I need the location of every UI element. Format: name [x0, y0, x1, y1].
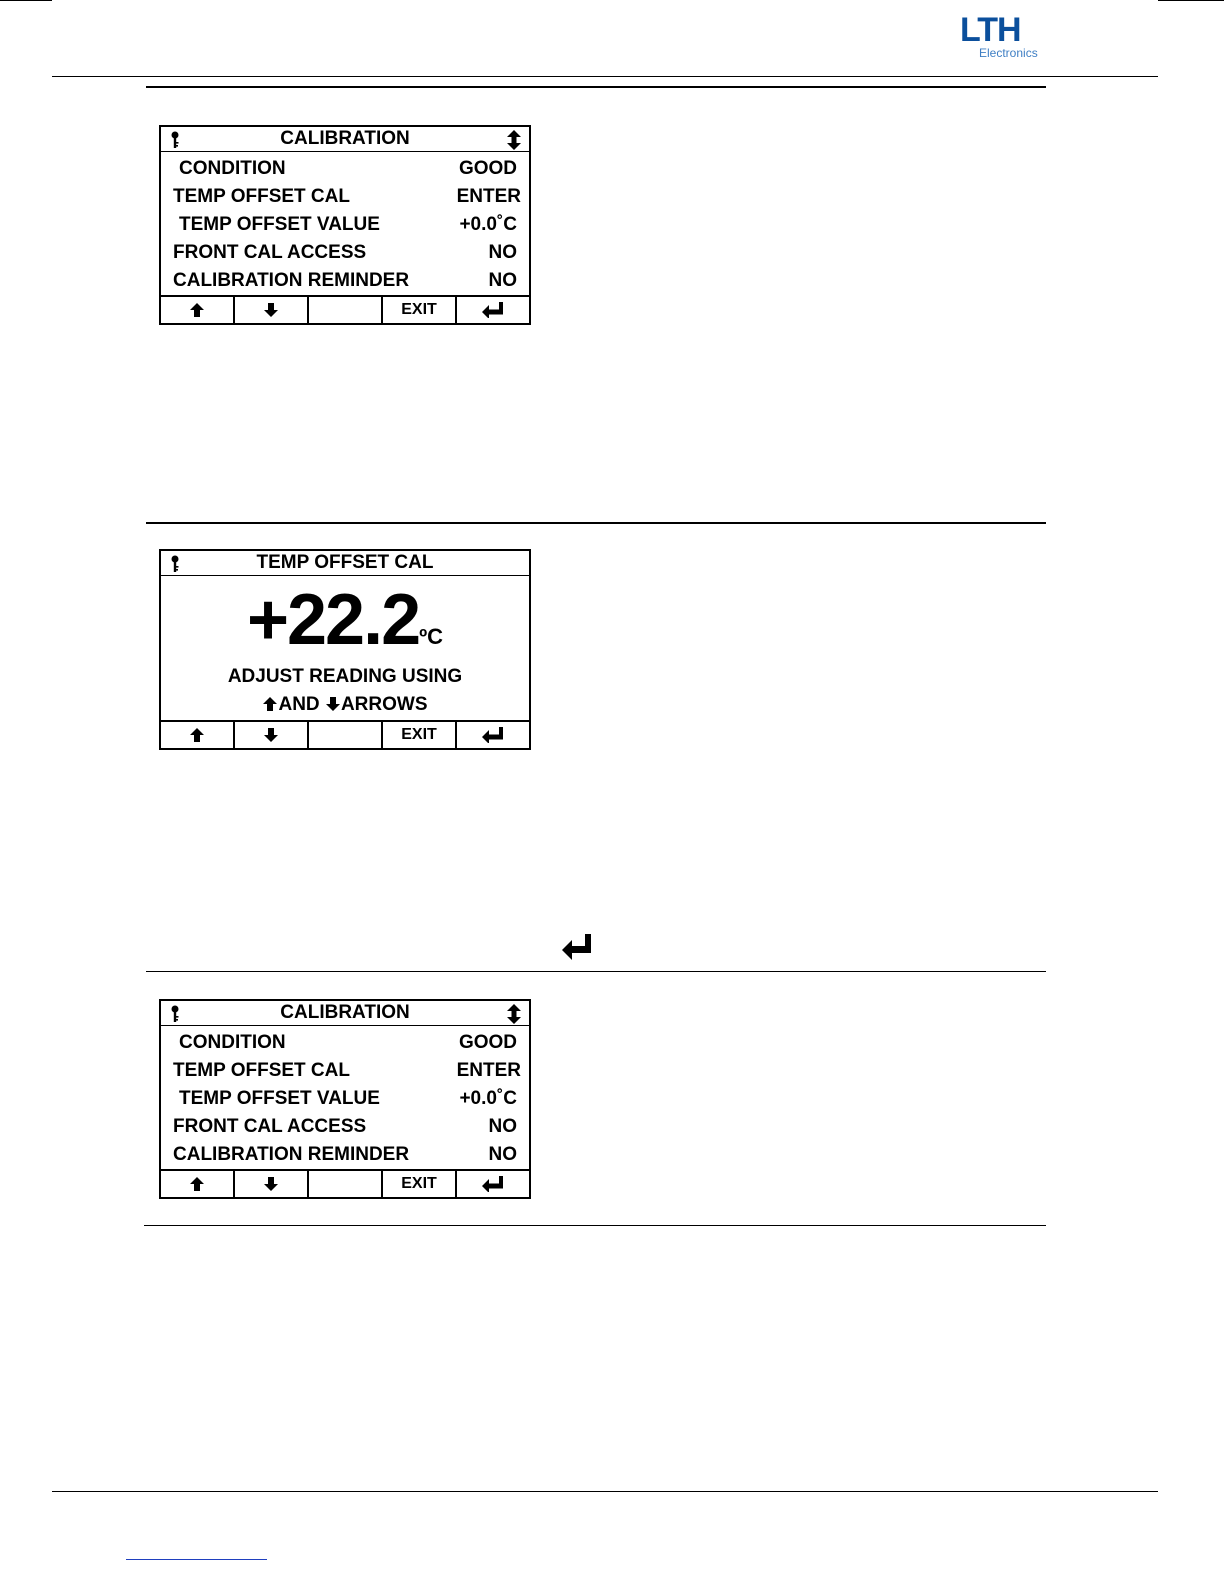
- softkey-bar: [161, 295, 529, 323]
- footer-rule: [52, 1491, 1158, 1492]
- softkey-blank-button[interactable]: [309, 722, 383, 748]
- menu-row-condition[interactable]: [161, 1029, 529, 1057]
- row-label: TEMP OFFSET CAL: [173, 1060, 350, 1081]
- up-arrow-icon: [189, 1176, 205, 1192]
- softkey-exit-button[interactable]: EXIT: [383, 1171, 457, 1197]
- softkey-up-button[interactable]: [161, 297, 235, 323]
- row-label: CONDITION: [179, 158, 286, 179]
- reading-unit: ºC: [419, 624, 444, 649]
- menu-row-front-cal-access[interactable]: [161, 1113, 529, 1141]
- enter-icon: [482, 727, 504, 743]
- menu-row-front-cal-access[interactable]: [161, 239, 529, 267]
- row-value: ENTER: [456, 186, 521, 207]
- softkey-exit-button[interactable]: EXIT: [383, 722, 457, 748]
- scroll-updown-icon: [507, 130, 521, 150]
- temp-offset-cal-screen: [159, 549, 531, 750]
- softkey-blank-button[interactable]: [309, 1171, 383, 1197]
- corner-rule-left: [0, 0, 52, 1]
- instruction-line-1: ADJUST READING USING: [227, 666, 463, 687]
- menu-row-temp-offset-value[interactable]: [161, 1085, 529, 1113]
- row-label: TEMP OFFSET CAL: [173, 186, 350, 207]
- reading-value: +22.2: [246, 580, 420, 660]
- row-value: GOOD: [458, 1032, 517, 1053]
- row-value: +0.0˚C: [459, 214, 517, 235]
- screen-title: CALIBRATION: [161, 1001, 529, 1026]
- scroll-updown-icon: [507, 1004, 521, 1024]
- footer-link-underline[interactable]: [126, 1559, 267, 1560]
- down-arrow-icon: [325, 696, 341, 712]
- enter-icon: [562, 934, 592, 960]
- screen-title: CALIBRATION: [161, 127, 529, 152]
- softkey-bar: [161, 720, 529, 748]
- corner-rule-right: [1158, 0, 1224, 1]
- row-value: NO: [488, 1144, 517, 1165]
- brand-logo-subtext: Electronics: [979, 46, 1038, 60]
- menu-row-calibration-reminder[interactable]: [161, 1141, 529, 1169]
- section-rule-2: [146, 522, 1046, 524]
- temperature-reading: [161, 579, 529, 661]
- enter-icon: [482, 302, 504, 318]
- row-label: CALIBRATION REMINDER: [173, 1144, 410, 1165]
- brand-logo: LTH: [960, 11, 1021, 49]
- softkey-enter-button[interactable]: [457, 722, 529, 748]
- softkey-enter-button[interactable]: [457, 297, 529, 323]
- row-label: TEMP OFFSET VALUE: [179, 1088, 380, 1109]
- row-value: NO: [488, 270, 517, 291]
- section-rule-3: [146, 971, 1046, 972]
- up-arrow-icon: [189, 302, 205, 318]
- menu-row-temp-offset-cal[interactable]: [161, 183, 529, 211]
- softkey-enter-button[interactable]: [457, 1171, 529, 1197]
- row-label: CONDITION: [179, 1032, 286, 1053]
- softkey-blank-button[interactable]: [309, 297, 383, 323]
- row-value: NO: [488, 242, 517, 263]
- menu-row-condition[interactable]: [161, 155, 529, 183]
- softkey-bar: [161, 1169, 529, 1197]
- row-value: +0.0˚C: [459, 1088, 517, 1109]
- row-value: ENTER: [456, 1060, 521, 1081]
- menu-row-temp-offset-cal[interactable]: [161, 1057, 529, 1085]
- instruction-arrows: ARROWS: [340, 694, 428, 715]
- up-arrow-icon: [189, 727, 205, 743]
- menu-row-calibration-reminder[interactable]: [161, 267, 529, 295]
- softkey-down-button[interactable]: [235, 297, 309, 323]
- instruction-line-2: [161, 691, 529, 719]
- softkey-up-button[interactable]: [161, 1171, 235, 1197]
- softkey-down-button[interactable]: [235, 1171, 309, 1197]
- down-arrow-icon: [263, 727, 279, 743]
- down-arrow-icon: [263, 1176, 279, 1192]
- up-arrow-icon: [262, 696, 278, 712]
- row-label: TEMP OFFSET VALUE: [179, 214, 380, 235]
- section-rule-4: [144, 1225, 1046, 1226]
- row-label: CALIBRATION REMINDER: [173, 270, 410, 291]
- instruction-and: AND: [278, 694, 320, 715]
- softkey-exit-button[interactable]: EXIT: [383, 297, 457, 323]
- screen-title: TEMP OFFSET CAL: [161, 551, 529, 576]
- row-value: NO: [488, 1116, 517, 1137]
- row-value: GOOD: [458, 158, 517, 179]
- down-arrow-icon: [263, 302, 279, 318]
- softkey-down-button[interactable]: [235, 722, 309, 748]
- row-label: FRONT CAL ACCESS: [173, 242, 367, 263]
- section-rule-1: [146, 86, 1046, 88]
- enter-icon: [482, 1176, 504, 1192]
- calibration-screen: [159, 999, 531, 1199]
- row-label: FRONT CAL ACCESS: [173, 1116, 367, 1137]
- header-rule: [52, 76, 1158, 77]
- calibration-screen: [159, 125, 531, 325]
- softkey-up-button[interactable]: [161, 722, 235, 748]
- menu-row-temp-offset-value[interactable]: [161, 211, 529, 239]
